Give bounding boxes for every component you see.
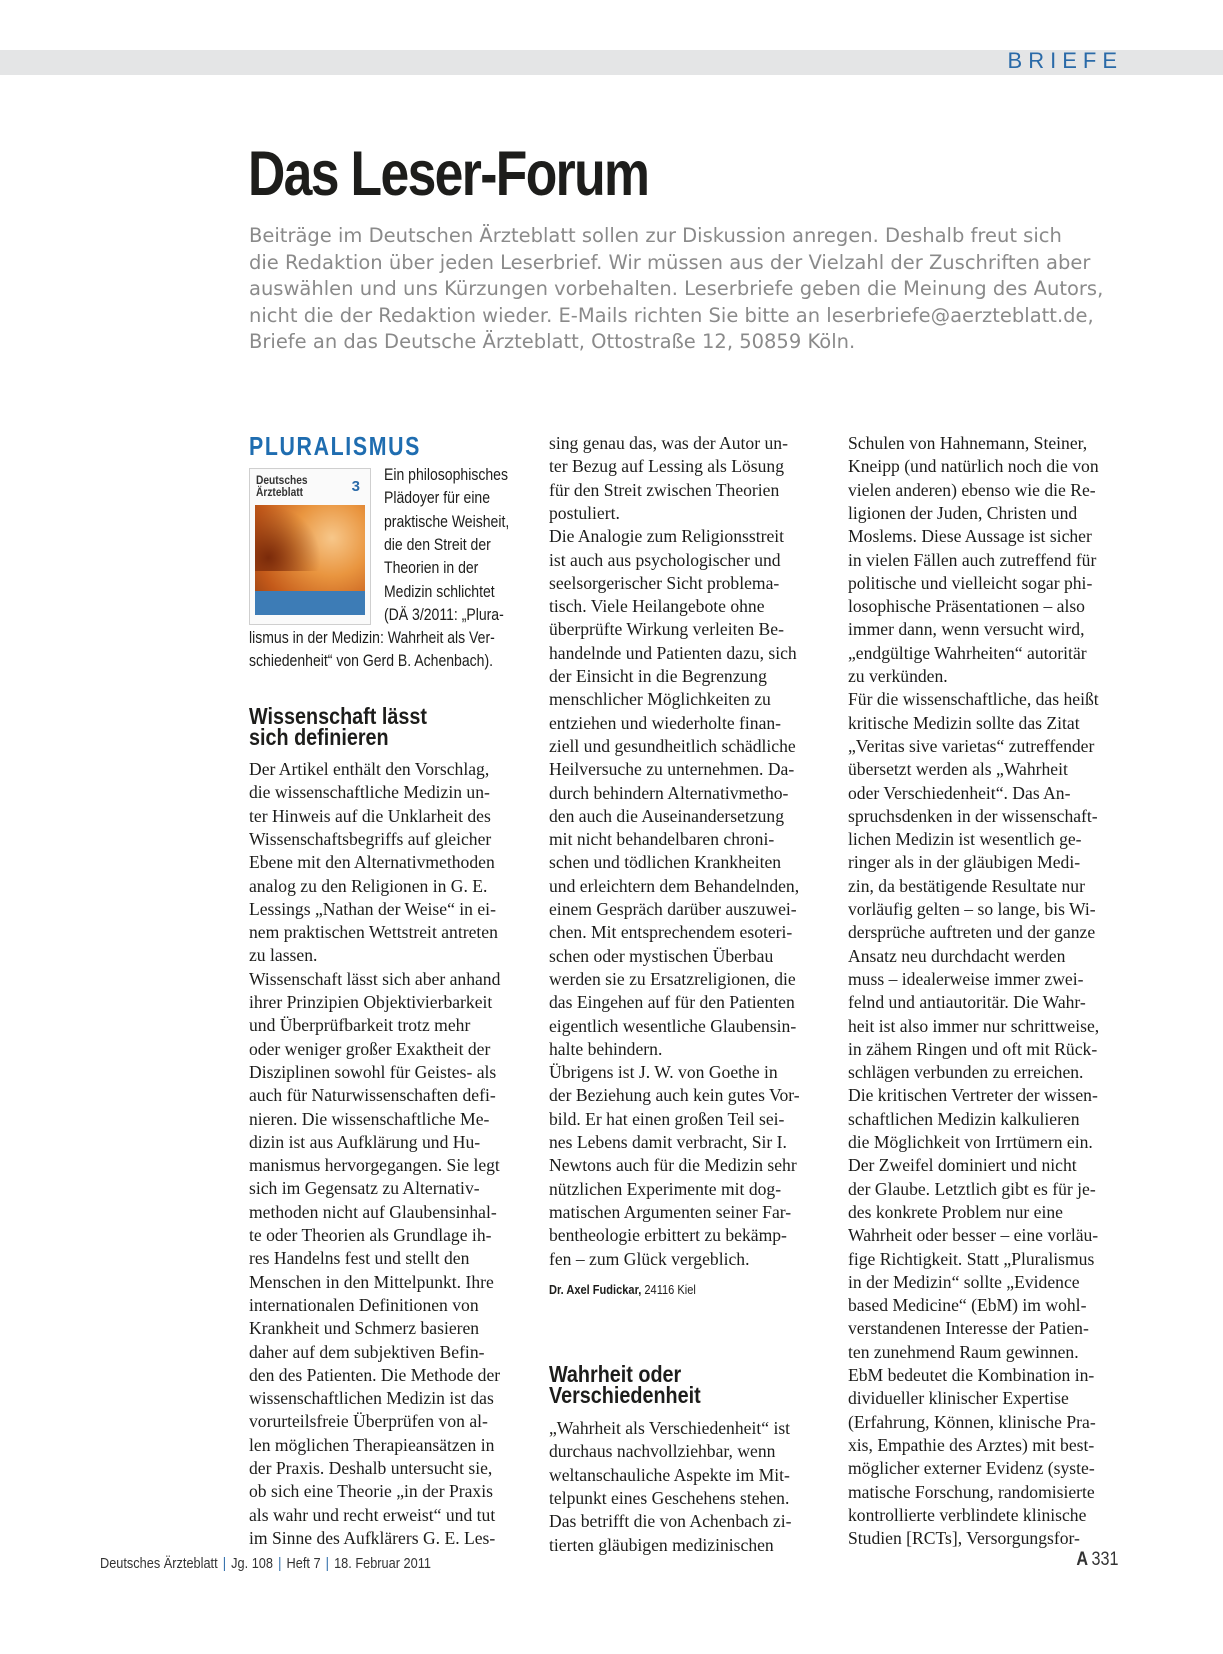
teaser-line: lismus in der Medizin: Wahrheit als Ver-	[249, 629, 495, 648]
body-line: den auch die Auseinandersetzung	[549, 805, 784, 826]
body-line: dizin ist aus Aufklärung und Hu-	[249, 1131, 481, 1152]
footer-issue: Heft 7	[286, 1555, 321, 1572]
body-line: (Erfahrung, Können, klinische Pra-	[848, 1411, 1096, 1432]
body-line: muss – idealerweise immer zwei-	[848, 968, 1084, 989]
body-line: werden sie zu Ersatzreligionen, die	[549, 968, 796, 989]
body-line: bentheologie erbittert zu bekämp-	[549, 1225, 787, 1246]
body-line: matischen Argumenten seiner Far-	[549, 1201, 792, 1222]
body-line: Moslems. Diese Aussage ist sicher	[848, 526, 1092, 547]
body-line: Das betrifft die von Achenbach zi-	[549, 1511, 792, 1532]
body-line: als wahr und recht erweist“ und tut	[249, 1504, 496, 1525]
body-line: verstandenen Interesse der Patien-	[848, 1318, 1089, 1339]
body-line: lichen Medizin ist wesentlich ge-	[848, 829, 1082, 850]
body-line: schaftlichen Medizin kalkulieren	[848, 1108, 1080, 1129]
body-line: in zähem Ringen und oft mit Rück-	[848, 1038, 1098, 1059]
footer-citation	[100, 1555, 431, 1572]
body-line: daher auf dem subjektiven Befin-	[249, 1341, 485, 1362]
body-line: dersprüche auftreten und der ganze	[848, 922, 1096, 943]
intro-line: Briefe an das Deutsche Ärzteblatt, Ottostraße 12, 50859 Köln.	[249, 330, 856, 354]
body-line: ten zunehmend Raum gewinnen.	[848, 1341, 1079, 1362]
body-line: seelsorgerischer Sicht problema-	[549, 572, 780, 593]
body-line: für den Streit zwischen Theorien	[549, 479, 780, 500]
body-line: die wissenschaftliche Medizin un-	[249, 782, 490, 803]
body-line: übersetzt werden als „Wahrheit	[848, 759, 1068, 780]
body-line: EbM bedeutet die Kombination in-	[848, 1365, 1095, 1385]
body-line: zu verkünden.	[848, 666, 948, 686]
body-line: telpunkt eines Geschehens stehen.	[549, 1487, 790, 1508]
body-line: heit ist also immer nur schrittweise,	[848, 1015, 1100, 1036]
body-line: Ansatz neu durchdacht werden	[848, 945, 1066, 966]
footer-journal: Deutsches Ärzteblatt	[100, 1555, 218, 1572]
intro-line: auswählen und uns Kürzungen vorbehalten. Leserbriefe geben die Meinung des Autors,	[249, 277, 1104, 301]
body-line: Die Analogie zum Religionsstreit	[549, 526, 785, 547]
body-line: Die kritischen Vertreter der wissen-	[848, 1085, 1098, 1106]
body-line: methoden nicht auf Glaubensinhal-	[249, 1201, 497, 1222]
body-line: Wissenschaft lässt sich aber anhand	[249, 968, 501, 989]
body-line: dividueller klinischer Expertise	[848, 1388, 1069, 1409]
teaser-line: (DÄ 3/2011: „Plura-	[384, 605, 504, 624]
intro-line: nicht die der Redaktion wieder. E-Mails richten Sie bitte an leserbriefe@aerzteblatt.de,	[249, 303, 1094, 327]
footer-separator: |	[278, 1555, 282, 1572]
body-line: oder weniger großer Exaktheit der	[249, 1038, 491, 1059]
body-line: möglicher externer Evidenz (syste-	[848, 1458, 1095, 1479]
body-line: tisch. Viele Heilangebote ohne	[549, 596, 765, 617]
intro-line: die Redaktion über jeden Leserbrief. Wir müssen aus der Vielzahl der Zuschriften aber	[249, 250, 1091, 274]
page-title: Das Leser-Forum	[248, 139, 649, 209]
body-line: fige Richtigkeit. Statt „Pluralismus	[848, 1248, 1095, 1269]
cover-logo-line: Deutsches	[256, 473, 308, 487]
body-line: schen oder mystischen Überbau	[549, 945, 774, 966]
letter-signature	[549, 1282, 696, 1298]
body-line: politische und vielleicht sogar phi-	[848, 572, 1093, 593]
body-line: matische Forschung, randomisierte	[848, 1481, 1095, 1502]
letter-heading: Wahrheit oder	[549, 1361, 682, 1387]
body-line: sing genau das, was der Autor un-	[549, 433, 788, 453]
body-line: chen. Mit entsprechendem esoteri-	[549, 922, 793, 943]
intro-line: Beiträge im Deutschen Ärzteblatt sollen zur Diskussion anregen. Deshalb freut sich	[249, 224, 1062, 247]
teaser-line: schiedenheit“ von Gerd B. Achenbach).	[249, 652, 494, 671]
body-line: vorurteilsfreie Überprüfen von al-	[249, 1411, 488, 1432]
letter-heading: sich definieren	[249, 724, 389, 750]
body-line: einem Gespräch darüber auszuwei-	[549, 899, 797, 919]
body-line: schlägen verbunden zu erreichen.	[848, 1062, 1084, 1083]
teaser-line: Theorien in der	[384, 559, 479, 578]
body-line: „Veritas sive varietas“ zutreffender	[848, 735, 1095, 756]
body-line: der Einsicht in die Begrenzung	[549, 666, 767, 686]
body-line: und erleichtern dem Behandelnden,	[549, 875, 800, 896]
body-line: Wahrheit oder besser – eine vorläu-	[848, 1225, 1099, 1246]
body-line: zu lassen.	[249, 945, 318, 966]
body-line: te oder Theorien als Grundlage ih-	[249, 1225, 492, 1245]
body-line: vielen anderen) ebenso wie die Re-	[848, 479, 1096, 500]
body-line: Menschen in den Mittelpunkt. Ihre	[249, 1271, 494, 1292]
teaser-line: praktische Weisheit,	[384, 512, 510, 531]
body-line: ob sich eine Theorie „in der Praxis	[249, 1481, 493, 1502]
body-line: res Handelns fest und stellt den	[249, 1248, 470, 1269]
body-line: Studien [RCTs], Versorgungsfor-	[848, 1528, 1080, 1549]
body-line: Für die wissenschaftliche, das heißt	[848, 689, 1099, 710]
body-line: den des Patienten. Die Methode der	[249, 1364, 501, 1385]
body-line: auch für Naturwissenschaften defi-	[249, 1085, 496, 1106]
cover-caption-band	[255, 591, 365, 615]
body-line: ter Bezug auf Lessing als Lösung	[549, 456, 785, 477]
body-line: und Überprüfbarkeit trotz mehr	[249, 1015, 471, 1036]
body-line: ihrer Prinzipien Objektivierbarkeit	[249, 992, 493, 1012]
body-line: Lessings „Nathan der Weise“ in ei-	[249, 898, 496, 919]
body-line: Disziplinen sowohl für Geistes- als	[249, 1061, 497, 1082]
letter-heading: Verschiedenheit	[549, 1382, 701, 1408]
journal-cover-thumbnail	[249, 468, 371, 625]
body-line: kontrollierte verblindete klinische	[848, 1504, 1087, 1525]
teaser-line: Plädoyer für eine	[384, 489, 491, 508]
teaser-line: die den Streit der	[384, 535, 491, 554]
body-line: postuliert.	[549, 502, 620, 523]
body-line: bild. Er hat einen großen Teil sei-	[549, 1108, 785, 1129]
body-line: „endgültige Wahrheiten“ autoritär	[848, 642, 1087, 663]
footer-date: 18. Februar 2011	[334, 1555, 431, 1572]
letter-heading: Wissenschaft lässt	[249, 703, 427, 729]
intro-paragraph	[249, 223, 1129, 356]
body-line: nieren. Die wissenschaftliche Me-	[249, 1108, 490, 1129]
body-line: halte behindern.	[549, 1038, 663, 1059]
page-prefix: A	[1075, 1549, 1088, 1570]
page-number-value: 331	[1091, 1549, 1118, 1570]
body-line: xis, Empathie des Arztes) mit best-	[848, 1434, 1095, 1455]
body-line: eigentlich wesentliche Glaubensin-	[549, 1015, 797, 1036]
author-location: 24116 Kiel	[644, 1282, 696, 1297]
teaser-line: Medizin schlichtet	[384, 582, 495, 601]
body-line: in der Medizin“ sollte „Evidence	[848, 1271, 1080, 1292]
cover-logo	[256, 474, 308, 498]
body-line: Newtons auch für die Medizin sehr	[549, 1155, 797, 1176]
author-name: Dr. Axel Fudickar,	[549, 1282, 642, 1297]
body-line: felnd und antiautoritär. Die Wahr-	[848, 992, 1086, 1013]
body-line: sich im Gegensatz zu Alternativ-	[249, 1178, 480, 1199]
body-line: internationalen Definitionen von	[249, 1294, 479, 1315]
body-line: losophische Präsentationen – also	[848, 596, 1085, 617]
body-line: wissenschaftlichen Medizin ist das	[249, 1388, 494, 1409]
body-line: weltanschauliche Aspekte im Mit-	[549, 1464, 790, 1485]
body-line: oder Verschiedenheit“. Das An-	[848, 782, 1071, 803]
topic-label: PLURALISMUS	[249, 431, 422, 461]
body-line: Der Artikel enthält den Vorschlag,	[249, 759, 490, 779]
body-line: Der Zweifel dominiert und nicht	[848, 1155, 1077, 1176]
body-line: Ebene mit den Alternativmethoden	[249, 852, 495, 873]
teaser-line: Ein philosophisches	[384, 466, 508, 484]
footer-separator: |	[325, 1555, 329, 1572]
footer-volume: Jg. 108	[231, 1555, 274, 1572]
body-line: Krankheit und Schmerz basieren	[249, 1318, 480, 1339]
body-line: kritische Medizin sollte das Zitat	[848, 712, 1080, 733]
body-line: Wissenschaftsbegriffs auf gleicher	[249, 828, 492, 849]
body-line: der Beziehung auch kein gutes Vor-	[549, 1085, 800, 1106]
body-line: mit nicht behandelbaren chroni-	[549, 829, 775, 850]
body-line: Heilversuche zu unternehmen. Da-	[549, 759, 795, 780]
body-line: das Eingehen auf für den Patienten	[549, 992, 795, 1013]
body-line: „Wahrheit als Verschiedenheit“ ist	[549, 1418, 791, 1438]
body-line: des konkrete Problem nur eine	[848, 1201, 1063, 1222]
body-line: nem praktischen Wettstreit antreten	[249, 922, 498, 943]
body-line: len möglichen Therapieansätzen in	[249, 1434, 495, 1455]
body-line: manismus hervorgegangen. Sie legt	[249, 1155, 500, 1176]
footer-separator: |	[222, 1555, 227, 1572]
body-line: zin, da bestätigende Resultate nur	[848, 875, 1085, 896]
body-line: Übrigens ist J. W. von Goethe in	[549, 1062, 778, 1083]
body-line: überprüfte Wirkung verleiten Be-	[549, 619, 784, 640]
cover-issue-number: 3	[351, 478, 360, 495]
body-line: nes Lebens damit verbracht, Sir I.	[549, 1132, 787, 1152]
body-line: durchaus nachvollziehbar, wenn	[549, 1441, 776, 1462]
body-line: nützlichen Experimente mit dog-	[549, 1178, 782, 1199]
body-line: die Möglichkeit von Irrtümern ein.	[848, 1132, 1093, 1152]
body-line: based Medicine“ (EbM) im wohl-	[848, 1295, 1087, 1316]
body-line: tierten gläubigen medizinischen	[549, 1534, 774, 1555]
body-line: ter Hinweis auf die Unklarheit des	[249, 805, 491, 826]
body-line: immer dann, wenn versucht wird,	[848, 619, 1085, 640]
body-line: handelnde und Patienten dazu, sich	[549, 642, 797, 663]
body-line: ist auch aus psychologischer und	[549, 549, 781, 570]
body-line: schen und tödlichen Krankheiten	[549, 852, 782, 873]
cover-logo-line: Ärzteblatt	[256, 485, 304, 499]
body-line: ziell und gesundheitlich schädliche	[549, 735, 796, 756]
page-number	[1076, 1549, 1118, 1571]
body-line: ringer als in der gläubigen Medi-	[848, 852, 1081, 873]
body-line: fen – zum Glück vergeblich.	[549, 1248, 750, 1269]
body-line: durch behindern Alternativmetho-	[549, 782, 789, 803]
body-line: der Praxis. Deshalb untersucht sie,	[249, 1458, 493, 1478]
body-line: analog zu den Religionen in G. E.	[249, 875, 488, 896]
body-line: der Glaube. Letztlich gibt es für je-	[848, 1178, 1096, 1199]
body-line: in vielen Fällen auch zutreffend für	[848, 549, 1097, 570]
body-line: menschlicher Möglichkeiten zu	[549, 689, 771, 710]
body-line: entziehen und wiederholte finan-	[549, 712, 782, 733]
body-line: spruchsdenken in der wissenschaft-	[848, 805, 1098, 826]
body-line: im Sinne des Aufklärers G. E. Les-	[249, 1527, 496, 1548]
body-line: Kneipp (und natürlich noch die von	[848, 456, 1099, 477]
body-line: vorläufig gelten – so lange, bis Wi-	[848, 899, 1096, 919]
section-label: BRIEFE	[1007, 48, 1123, 73]
body-line: Schulen von Hahnemann, Steiner,	[848, 433, 1088, 453]
body-line: ligionen der Juden, Christen und	[848, 502, 1078, 523]
